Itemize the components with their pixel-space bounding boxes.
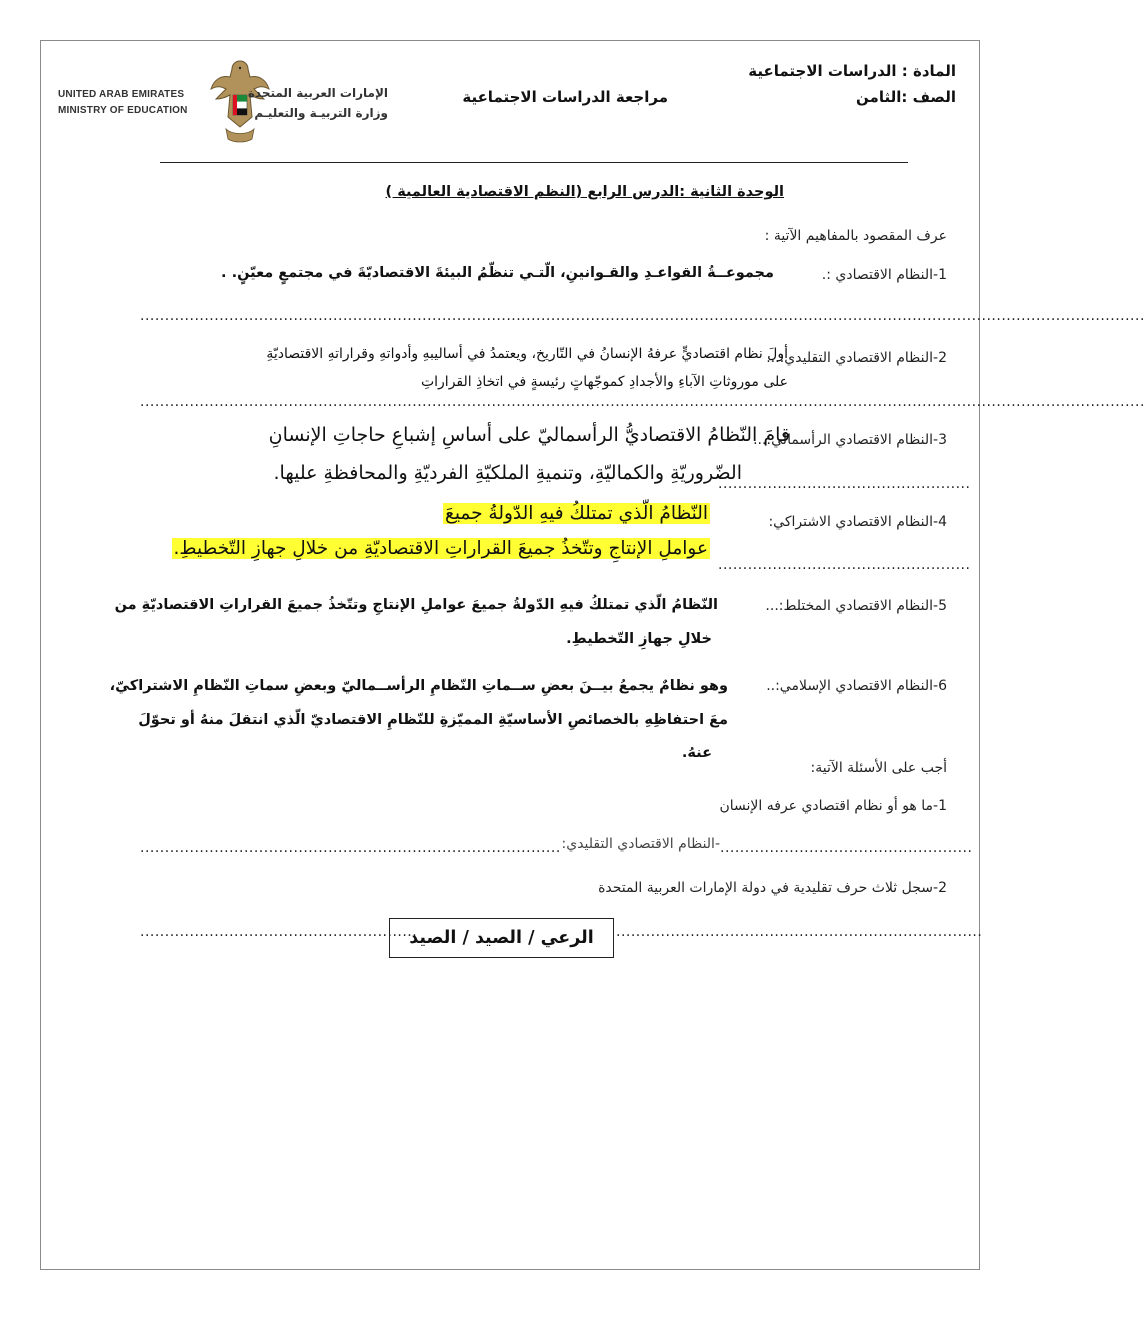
logo-english-line1: UNITED ARAB EMIRATES — [58, 89, 185, 100]
logo-arabic-text — [248, 83, 388, 123]
answer-2-line-2: على موروثاتِ الآباءِ والأجدادِ كموجّهاتٍ رئيسةٍ في اتخاذِ القراراتِ — [420, 374, 788, 390]
logo-arabic-line1: الإمارات العربية المتحدة — [247, 86, 388, 100]
answer-line-dots: ........................................................................................................................................................................................................... — [140, 394, 1145, 410]
term-3: 3-النظام الاقتصادي الرأسمالي:... — [753, 432, 947, 448]
answer-3-line-2: الضّروريّةِ والكماليّةِ، وتنميةِ الملكيّةِ الفرديّةِ والمحافظةِ عليها. — [273, 462, 742, 484]
answer-line-dots: ................................................... — [718, 476, 971, 492]
answer-q2: الرعي / الصيد / الصيد — [409, 928, 594, 948]
subject-line: المادة : الدراسات الاجتماعية — [748, 62, 956, 80]
review-title: مراجعة الدراسات الاجتماعية — [462, 88, 668, 106]
answer-4-line-1: النّظامُ الّذي تمتلكُ فيهِ الدّولةُ جميعَ — [444, 503, 708, 524]
term-1: 1-النظام الاقتصادي :. — [821, 267, 947, 283]
definitions-instruction: عرف المقصود بالمفاهيم الآتية : — [764, 228, 947, 244]
answer-line-dots: ................................................... — [718, 557, 971, 573]
answer-line-dots: .......................................................................... — [616, 924, 983, 940]
logo-english-line2: MINISTRY OF EDUCATION — [58, 105, 188, 116]
answer-line-dots: ..................................................................................... — [140, 840, 561, 856]
grade-line: الصف :الثامن — [856, 88, 956, 106]
answer-q2-box — [389, 918, 614, 958]
answer-2-line-1: أولَ نظام اقتصاديٍّ عرفهُ الإنسانُ في التّاريخ، ويعتمدُ في أساليبهِ وأدواتهِ وقراراتهِ الاقتصاديّةِ — [266, 346, 788, 362]
answer-6-line-1: وهو نظامٌ يجمعُ بيــنَ بعضِ ســماتِ النّظامِ الرأســماليّ وبعضِ سماتِ النّظامِ الاشتراكيّ، — [109, 678, 728, 694]
ministry-logo — [58, 55, 388, 145]
answer-line-dots: ........................................................ — [140, 924, 418, 940]
page-frame — [40, 40, 1145, 1270]
answer-5-line-1: النّظامُ الّذي تمتلكُ فيهِ الدّولةُ جميعَ عواملِ الإنتاجِ وتتّخذُ جميعَ القراراتِ الاقتصاديّةِ من — [114, 597, 718, 613]
question-2: 2-سجل ثلاث حرف تقليدية في دولة الإمارات العربية المتحدة — [598, 880, 947, 896]
logo-english-text — [58, 87, 188, 119]
answer-line-dots: ........................................................................................................................................................................................................... — [140, 308, 1145, 324]
term-4: 4-النظام الاقتصادي الاشتراكي: — [768, 514, 947, 530]
answer-q1: -النظام الاقتصادي التقليدي: — [561, 836, 720, 852]
term-5: 5-النظام الاقتصادي المختلط:... — [765, 598, 947, 614]
logo-arabic-line2: وزارة التربيـة والتعليـم — [254, 106, 388, 120]
answer-line-dots: ................................................... — [720, 840, 973, 856]
answer-1-line-1: مجموعــةُ القواعـدِ والقـوانينِ، الّتـي تنظّمُ البيئةَ الاقتصاديّةَ في مجتمعٍ معيّنٍ. . — [221, 265, 774, 281]
unit-title: الوحدة الثانية :الدرس الرابع (النظم الاقتصادية العالمية ) — [385, 184, 784, 200]
term-2: 2-النظام الاقتصادي التقليدي:... — [766, 350, 947, 366]
answer-6-line-2: معَ احتفاظِهِ بالخصائصِ الأساسيّةِ المميّزةِ للنّظامِ الاقتصاديّ الّذي انتقلَ منهُ أو تحوّلَ — [138, 712, 728, 728]
questions-instruction: أجب على الأسئلة الآتية: — [810, 760, 947, 776]
answer-4-line-2: عواملِ الإنتاجِ وتتّخذُ جميعَ القراراتِ الاقتصاديّةِ من خلالِ جهازِ التّخطيطِ. — [173, 538, 708, 559]
term-6: 6-النظام الاقتصادي الإسلامي:.. — [766, 678, 947, 694]
question-1: 1-ما هو أو نظام اقتصادي عرفه الإنسان — [719, 798, 947, 814]
answer-5-line-2: خلالِ جهازِ التّخطيطِ. — [566, 631, 712, 647]
answer-6-line-3: عنهُ. — [681, 745, 712, 761]
answer-3-line-1: قامَ النّظامُ الاقتصاديُّ الرأسماليّ على أساسِ إشباعِ حاجاتِ الإنسانِ — [268, 424, 790, 446]
header-divider — [160, 162, 908, 163]
